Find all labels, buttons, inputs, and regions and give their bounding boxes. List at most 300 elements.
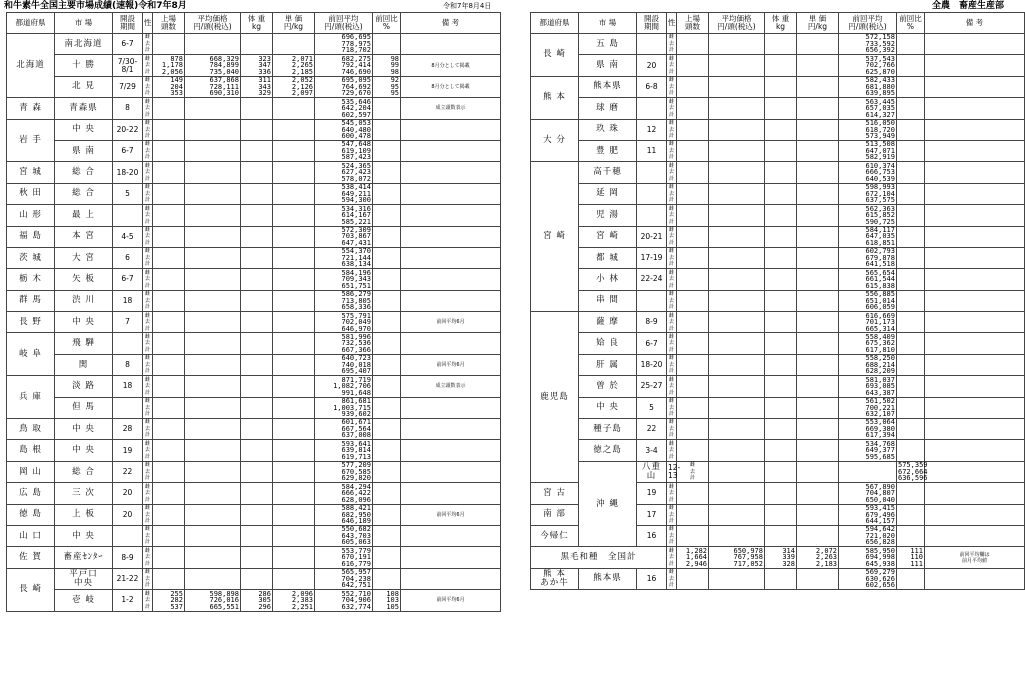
- avg-price-cell: [185, 98, 241, 119]
- sex-value: 去: [144, 297, 150, 304]
- prev-avg-cell: [315, 55, 373, 76]
- table-row: [7, 483, 501, 504]
- table-row: [531, 419, 1025, 440]
- unit-price-value: [798, 326, 837, 333]
- ratio-value: [898, 390, 923, 397]
- header-prev-avg: 前回平均 円/頭(税込): [839, 13, 897, 34]
- unit-price-cell: [797, 440, 839, 461]
- prev-avg-value: 666,422: [341, 489, 371, 498]
- sex-value: 去: [689, 468, 695, 475]
- heads-cell: [709, 461, 765, 482]
- ratio-cell: [373, 312, 401, 333]
- ratio-value: [374, 390, 399, 397]
- period-cell: 17-19: [637, 247, 667, 268]
- prefecture-cell: 兵 庫: [7, 376, 55, 419]
- prev-avg-cell: [315, 376, 373, 397]
- heads-cell: [153, 140, 185, 161]
- prev-avg-value: 638,134: [341, 260, 371, 269]
- sex-cell: [143, 290, 153, 311]
- remarks-cell: [401, 397, 501, 418]
- sex-cell: [143, 312, 153, 333]
- weight-value: [242, 219, 271, 226]
- table-row: [531, 397, 1025, 418]
- avg-price-value: [710, 411, 763, 418]
- header-market: 市 場: [55, 13, 113, 34]
- sex-value: 計: [144, 47, 150, 54]
- weight-cell: [241, 162, 273, 183]
- prev-avg-value: 563,445: [865, 97, 895, 106]
- ratio-value: [898, 47, 923, 54]
- prev-avg-value: 649,377: [865, 446, 895, 455]
- ratio-value: [898, 518, 923, 525]
- prev-avg-value: 718,702: [341, 46, 371, 55]
- ratio-value: 110: [910, 553, 923, 562]
- sex-value: 計: [668, 496, 674, 503]
- weight-cell: [241, 440, 273, 461]
- heads-value: [678, 347, 707, 354]
- avg-price-value: [710, 454, 763, 461]
- period-cell: 8: [113, 354, 143, 375]
- market-cell: 球 磨: [579, 98, 637, 119]
- prev-avg-value: 991,648: [341, 388, 371, 397]
- prev-avg-cell: [897, 461, 928, 483]
- weight-cell: [241, 34, 273, 55]
- sex-value: 去: [144, 404, 150, 411]
- period-cell: 11: [637, 140, 667, 161]
- avg-price-value: 767,958: [733, 553, 763, 562]
- prev-avg-value: 1,082,706: [333, 382, 371, 391]
- prev-avg-value: 595,685: [865, 452, 895, 461]
- ratio-value: [898, 304, 923, 311]
- weight-value: [766, 411, 795, 418]
- sex-value: 計: [668, 560, 674, 567]
- ratio-cell: [897, 333, 925, 354]
- sex-value: 計: [668, 346, 674, 353]
- ratio-value: [898, 432, 923, 439]
- prev-avg-value: 617,394: [865, 431, 895, 440]
- prefecture-cell: 岩 手: [7, 119, 55, 162]
- ratio-cell: [897, 162, 925, 183]
- ratio-cell: [373, 461, 401, 482]
- remarks-cell: [925, 376, 1025, 397]
- prev-avg-cell: [315, 440, 373, 461]
- ratio-cell: [897, 247, 925, 268]
- sex-value: 雌: [144, 55, 150, 62]
- heads-cell: [677, 55, 709, 76]
- prev-avg-value: 693,085: [865, 382, 895, 391]
- period-cell: 18: [113, 290, 143, 311]
- prev-avg-value: 567,890: [865, 482, 895, 491]
- prev-avg-value: 513,508: [865, 140, 895, 149]
- sex-value: 去: [668, 575, 674, 582]
- sex-cell: [143, 461, 153, 482]
- heads-value: [678, 133, 707, 140]
- sex-value: 雌: [668, 440, 674, 447]
- heads-value: [154, 154, 183, 161]
- prev-avg-value: 545,053: [341, 119, 371, 127]
- prev-avg-value: 637,575: [865, 196, 895, 205]
- unit-price-value: 2,183: [815, 559, 837, 568]
- prev-avg-value: 641,518: [865, 260, 895, 269]
- period-cell: 19: [113, 440, 143, 461]
- weight-cell: [765, 419, 797, 440]
- avg-price-value: 784,899: [209, 61, 239, 70]
- sex-cell: [667, 525, 677, 546]
- weight-cell: [765, 354, 797, 375]
- avg-price-cell: [185, 525, 241, 546]
- avg-price-cell: [185, 461, 241, 482]
- market-cell: 八重山: [637, 461, 667, 482]
- prev-avg-value: 643,703: [341, 531, 371, 540]
- sex-value: 計: [144, 453, 150, 460]
- prev-avg-cell: [315, 140, 373, 161]
- weight-value: [242, 197, 271, 204]
- sex-value: 計: [668, 368, 674, 375]
- prev-avg-value: 578,072: [341, 174, 371, 183]
- heads-value: [154, 240, 183, 247]
- avg-price-cell: [185, 440, 241, 461]
- prev-avg-value: 552,710: [341, 589, 371, 598]
- unit-price-value: [798, 518, 837, 525]
- prev-avg-value: 647,431: [341, 238, 371, 247]
- unit-price-value: [274, 240, 313, 247]
- weight-value: [242, 432, 271, 439]
- heads-value: [154, 497, 183, 504]
- ratio-value: 108: [386, 589, 399, 598]
- sex-value: 雌: [144, 269, 150, 276]
- period-cell: [113, 333, 143, 354]
- sex-value: 雌: [144, 526, 150, 533]
- table-row: [7, 397, 501, 418]
- avg-price-value: [710, 582, 763, 589]
- prev-avg-cell: [315, 312, 373, 333]
- prefecture-cell: 岡 山: [7, 461, 55, 482]
- avg-price-value: [186, 454, 239, 461]
- heads-value: 1,178: [161, 61, 183, 70]
- heads-cell: [677, 183, 709, 204]
- header-ratio: 前回比 %: [897, 13, 925, 34]
- prev-avg-value: 694,998: [865, 553, 895, 562]
- ratio-cell: [897, 119, 925, 140]
- prev-avg-value: 584,294: [341, 482, 371, 491]
- sex-value: 去: [144, 62, 150, 69]
- unit-price-cell: [797, 483, 839, 504]
- unit-price-value: [274, 304, 313, 311]
- heads-value: 537: [170, 602, 183, 611]
- prev-avg-value: 630,626: [865, 574, 895, 583]
- remarks-cell: [925, 119, 1025, 140]
- heads-value: [678, 90, 707, 97]
- heads-value: [678, 240, 707, 247]
- unit-price-value: 2,251: [291, 602, 313, 611]
- heads-value: [678, 539, 707, 546]
- market-cell: 矢 板: [55, 269, 113, 290]
- sex-value: 雌: [668, 376, 674, 383]
- unit-price-cell: [797, 76, 839, 97]
- period-cell: 20-22: [113, 119, 143, 140]
- unit-price-value: 2,096: [291, 589, 313, 598]
- prev-avg-value: 577,209: [341, 461, 371, 470]
- market-cell: 南北海道: [55, 34, 113, 55]
- unit-price-cell: [273, 590, 315, 611]
- heads-cell: [677, 162, 709, 183]
- prev-avg-value: 792,414: [341, 61, 371, 70]
- header-heads: 上場 頭数: [153, 13, 185, 34]
- heads-cell: [153, 525, 185, 546]
- unit-price-value: [798, 197, 837, 204]
- period-cell: [113, 205, 143, 226]
- unit-price-value: [798, 411, 837, 418]
- market-cell: 徳之島: [579, 440, 637, 461]
- avg-price-cell: [709, 504, 765, 525]
- unit-price-cell: [273, 205, 315, 226]
- market-cell: 宮 崎: [579, 226, 637, 247]
- avg-price-value: [186, 261, 239, 268]
- heads-value: [154, 219, 183, 226]
- avg-price-value: [186, 390, 239, 397]
- heads-cell: [153, 119, 185, 140]
- table-row: [7, 440, 501, 461]
- ratio-cell: [373, 397, 401, 418]
- avg-price-cell: [185, 162, 241, 183]
- weight-cell: [765, 440, 797, 461]
- ratio-value: 95: [390, 82, 399, 91]
- prev-avg-value: 617,810: [865, 345, 895, 354]
- unit-price-value: [798, 390, 837, 397]
- avg-price-value: [710, 69, 763, 76]
- market-cell: 上 板: [55, 504, 113, 525]
- prev-avg-value: 625,870: [865, 67, 895, 76]
- unit-price-value: [274, 497, 313, 504]
- period-cell: 7/29: [113, 76, 143, 97]
- sex-value: 計: [668, 111, 674, 118]
- prev-avg-cell: [315, 269, 373, 290]
- heads-value: 282: [170, 596, 183, 605]
- remarks-cell: [925, 183, 1025, 204]
- ratio-value: [374, 497, 399, 504]
- sex-cell: [667, 504, 677, 525]
- sex-value: 計: [144, 133, 150, 139]
- ratio-value: [374, 240, 399, 247]
- market-cell: 十 勝: [55, 55, 113, 76]
- remarks-cell: [925, 483, 1025, 504]
- ratio-cell: [897, 76, 925, 97]
- prev-avg-value: 615,852: [865, 211, 895, 220]
- weight-cell: [765, 140, 797, 161]
- sex-value: 計: [144, 68, 150, 75]
- heads-value: [678, 454, 707, 461]
- ratio-value: [898, 133, 923, 140]
- header-remarks: 備 考: [401, 13, 501, 34]
- market-cell: 県 南: [55, 140, 113, 161]
- market-table-right: [530, 12, 1025, 590]
- table-row: [7, 55, 501, 76]
- unit-price-value: 2,097: [291, 89, 313, 98]
- prev-avg-value: 647,071: [865, 146, 895, 155]
- heads-cell: [153, 547, 185, 568]
- market-cell: 最 上: [55, 205, 113, 226]
- heads-cell: [677, 290, 709, 311]
- sex-value: 雌: [668, 98, 674, 105]
- prev-avg-cell: [315, 590, 373, 611]
- heads-value: [678, 411, 707, 418]
- prev-avg-value: 704,238: [341, 574, 371, 583]
- unit-price-cell: [797, 162, 839, 183]
- sex-value: 計: [144, 218, 150, 225]
- avg-price-value: [710, 347, 763, 354]
- heads-cell: [153, 333, 185, 354]
- prev-avg-value: 516,050: [865, 119, 895, 127]
- avg-price-cell: [709, 247, 765, 268]
- weight-value: 329: [258, 89, 271, 98]
- heads-cell: [153, 397, 185, 418]
- ratio-value: [374, 539, 399, 546]
- weight-value: [766, 304, 795, 311]
- prev-avg-value: 665,314: [865, 324, 895, 333]
- ratio-cell: [925, 461, 1025, 482]
- prev-avg-cell: [839, 419, 897, 440]
- weight-value: [766, 197, 795, 204]
- sex-value: 雌: [144, 398, 150, 405]
- unit-price-value: [798, 90, 837, 97]
- sex-value: 計: [144, 368, 150, 375]
- prev-avg-cell: [315, 247, 373, 268]
- period-cell: 21-22: [113, 568, 143, 589]
- prev-avg-value: 696,695: [341, 33, 371, 42]
- prev-avg-value: 682,950: [341, 510, 371, 519]
- sex-cell: [667, 269, 677, 290]
- weight-value: [766, 154, 795, 161]
- sex-value: 計: [668, 518, 674, 525]
- heads-cell: [153, 76, 185, 97]
- weight-cell: [241, 269, 273, 290]
- unit-price-cell: [797, 504, 839, 525]
- table-row: [7, 504, 501, 525]
- period-cell: 18: [113, 376, 143, 397]
- prev-avg-value: 656,392: [865, 46, 895, 55]
- ratio-value: [374, 133, 399, 140]
- unit-price-cell: [273, 568, 315, 589]
- sex-value: 計: [144, 496, 150, 503]
- unit-price-value: [798, 432, 837, 439]
- avg-price-cell: [185, 226, 241, 247]
- sex-value: 去: [668, 447, 674, 454]
- prev-avg-cell: [839, 333, 897, 354]
- ratio-value: [898, 176, 923, 183]
- remarks-cell: 成立頭数表示: [401, 98, 501, 119]
- sex-value: 計: [144, 432, 150, 439]
- weight-cell: [765, 312, 797, 333]
- prev-avg-value: 600,478: [341, 132, 371, 140]
- market-cell: 高千穂: [579, 162, 637, 183]
- remarks-cell: [401, 419, 501, 440]
- prev-avg-value: 649,211: [341, 189, 371, 198]
- sex-cell: [667, 55, 677, 76]
- unit-price-cell: [797, 354, 839, 375]
- market-cell: 延 岡: [579, 183, 637, 204]
- avg-price-value: 637,868: [209, 76, 239, 85]
- unit-price-cell: [273, 140, 315, 161]
- heads-cell: [153, 290, 185, 311]
- remarks-cell: [925, 290, 1025, 311]
- prev-avg-cell: [315, 461, 373, 482]
- sex-value: 雌: [144, 77, 150, 84]
- heads-cell: [677, 205, 709, 226]
- weight-cell: [765, 483, 797, 504]
- header-market: 市 場: [579, 13, 637, 34]
- remarks-cell: [401, 440, 501, 461]
- sex-cell: [667, 440, 677, 461]
- sex-value: 雌: [668, 526, 674, 533]
- sex-cell: [143, 119, 153, 140]
- table-row: [7, 98, 501, 119]
- avg-price-cell: [709, 226, 765, 247]
- prev-avg-cell: [839, 440, 897, 461]
- unit-price-cell: [797, 140, 839, 161]
- weight-cell: [765, 568, 797, 589]
- period-cell: [637, 34, 667, 55]
- sex-value: 計: [668, 453, 674, 460]
- sex-value: 去: [144, 319, 150, 326]
- heads-cell: [153, 590, 185, 611]
- sex-value: 計: [144, 304, 150, 311]
- prev-avg-value: 642,751: [341, 581, 371, 590]
- sex-cell: [143, 568, 153, 589]
- market-cell: 本 宮: [55, 226, 113, 247]
- prefecture-cell: 島 根: [7, 440, 55, 461]
- sex-cell: [677, 461, 709, 482]
- heads-cell: [153, 55, 185, 76]
- unit-price-value: [274, 411, 313, 418]
- avg-price-value: 598,898: [209, 589, 239, 598]
- sex-value: 去: [668, 169, 674, 176]
- prev-avg-value: 584,196: [341, 268, 371, 277]
- prev-avg-cell: [839, 55, 897, 76]
- table-row: [531, 55, 1025, 76]
- heads-cell: [153, 98, 185, 119]
- weight-cell: [765, 162, 797, 183]
- unit-price-value: [274, 133, 313, 140]
- sex-cell: [143, 547, 153, 568]
- heads-cell: [677, 140, 709, 161]
- prev-avg-value: 695,407: [341, 367, 371, 376]
- prev-avg-value: 581,996: [341, 332, 371, 341]
- heads-cell: [677, 525, 709, 546]
- sex-value: 雌: [668, 547, 674, 554]
- prev-avg-value: 709,343: [341, 275, 371, 284]
- market-cell: 中 央: [55, 312, 113, 333]
- ratio-value: 111: [910, 559, 923, 568]
- unit-price-value: [274, 561, 313, 568]
- header-sex: 性: [143, 13, 153, 34]
- sex-value: 去: [144, 212, 150, 219]
- period-cell: 6-7: [113, 269, 143, 290]
- heads-value: [154, 411, 183, 418]
- sex-cell: [143, 419, 153, 440]
- heads-cell: [153, 312, 185, 333]
- market-cell: 小 林: [579, 269, 637, 290]
- remarks-cell: 成立頭数表示: [401, 376, 501, 397]
- unit-price-value: [798, 497, 837, 504]
- heads-value: [154, 518, 183, 525]
- sex-value: 雌: [144, 505, 150, 512]
- prev-avg-cell: [839, 354, 897, 375]
- heads-value: [678, 261, 707, 268]
- unit-price-cell: [273, 312, 315, 333]
- prev-avg-value: 646,970: [341, 324, 371, 333]
- avg-price-value: [710, 304, 763, 311]
- table-row: [7, 162, 501, 183]
